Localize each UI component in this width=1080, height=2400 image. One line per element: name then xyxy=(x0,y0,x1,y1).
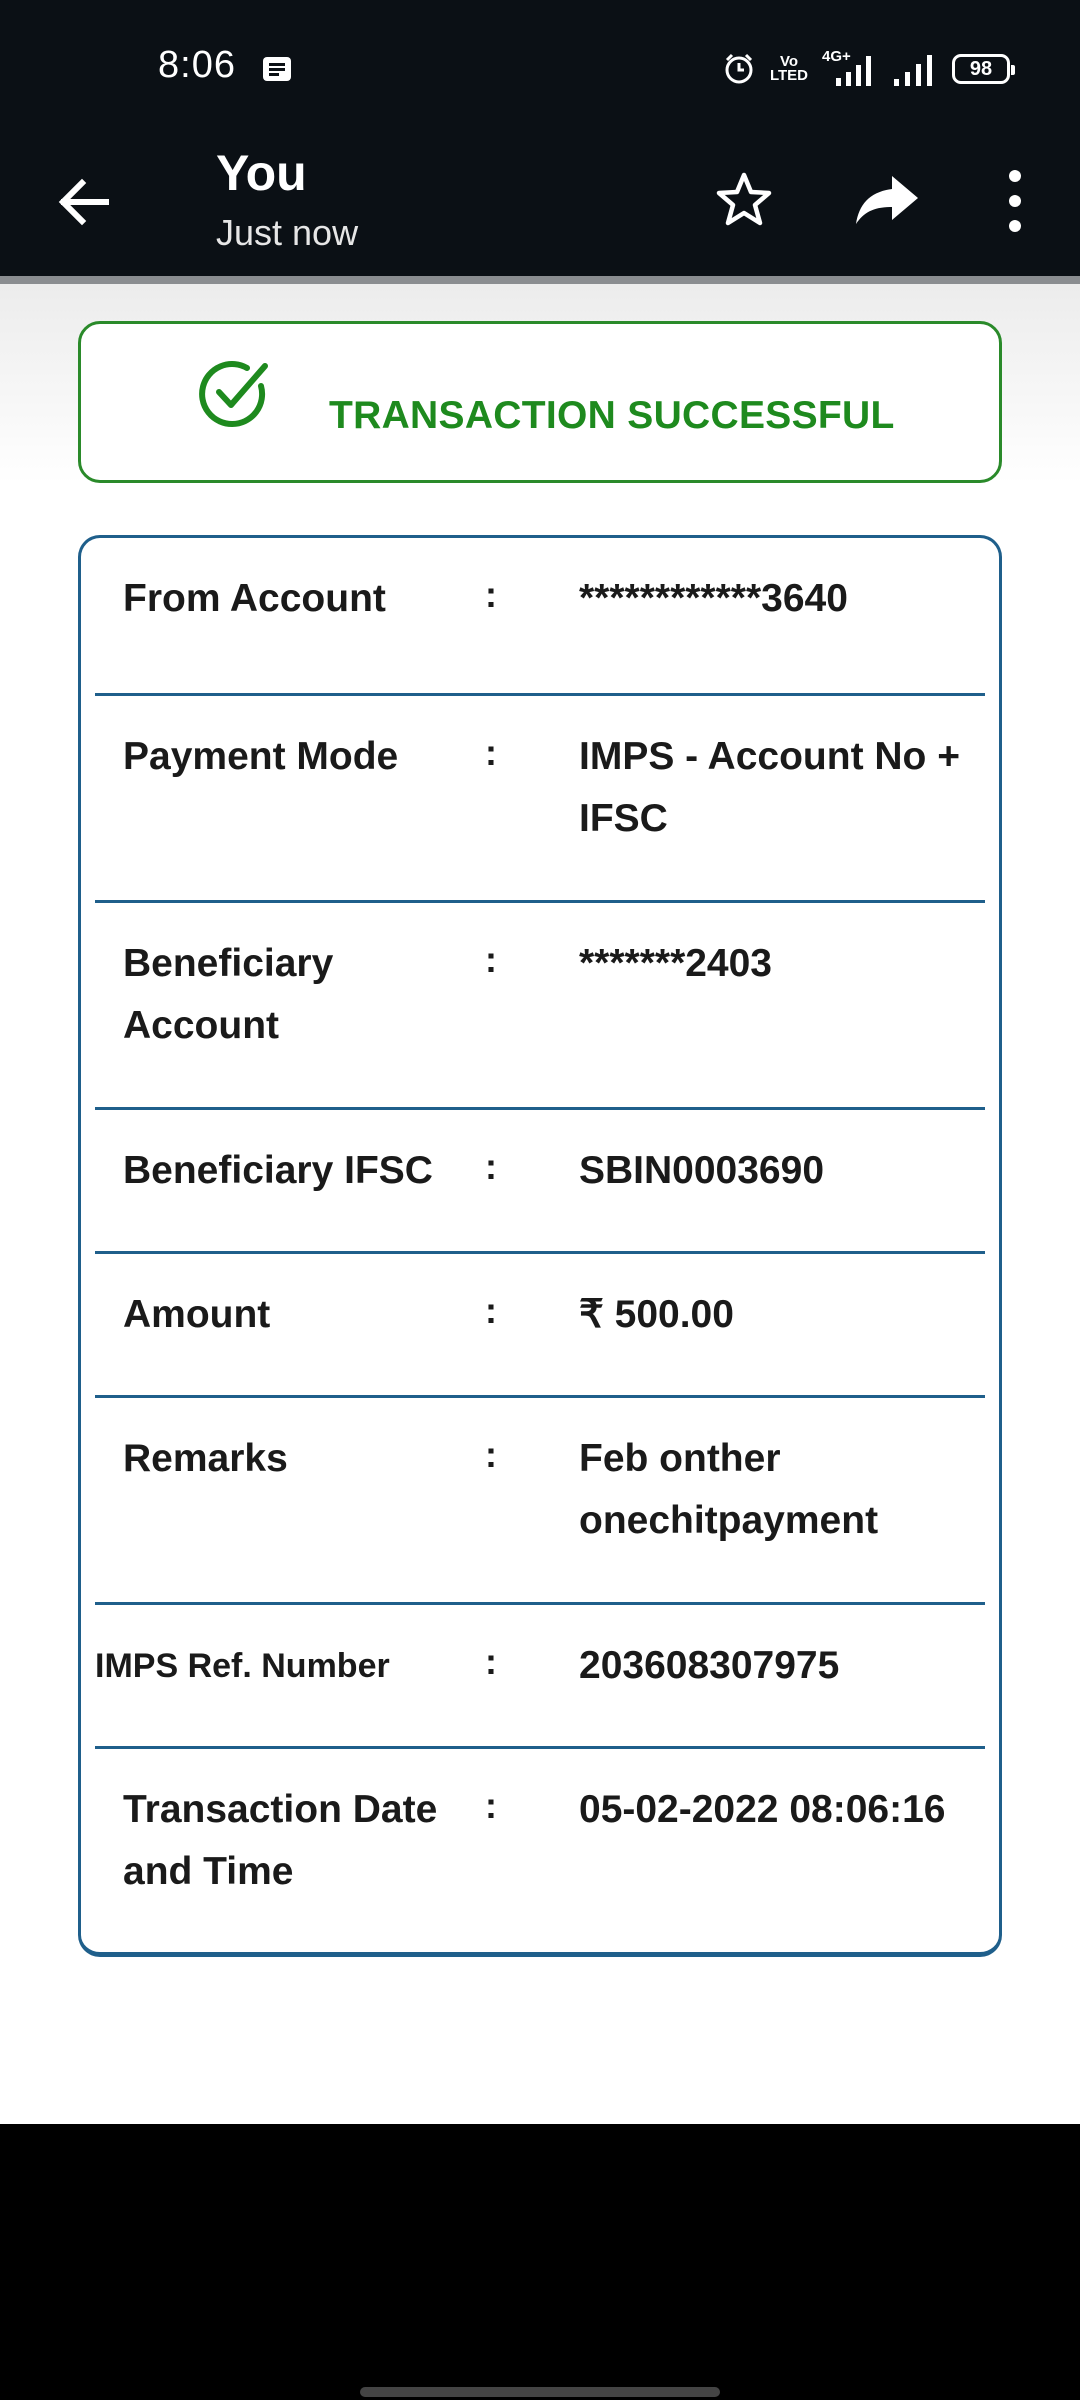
app-bar xyxy=(0,130,1080,276)
back-arrow-icon[interactable] xyxy=(52,170,116,234)
detail-separator: : xyxy=(485,1785,497,1826)
detail-label: Beneficiary Account xyxy=(123,942,334,1047)
app-bar-divider xyxy=(0,276,1080,284)
success-banner xyxy=(78,321,1002,483)
network-type-label: 4G+ xyxy=(822,48,851,65)
detail-row-remarks xyxy=(95,1398,985,1605)
detail-separator: : xyxy=(485,1641,497,1682)
detail-label: From Account xyxy=(123,577,386,620)
detail-row-transaction-date-time xyxy=(95,1749,985,1949)
star-icon[interactable] xyxy=(712,168,776,232)
chat-subtitle: Just now xyxy=(216,212,359,253)
status-time: 8:06 xyxy=(158,44,236,86)
detail-separator: : xyxy=(485,939,497,980)
transaction-receipt-image xyxy=(0,284,1080,2124)
status-icons xyxy=(722,50,1010,88)
detail-row-payment-mode xyxy=(95,696,985,903)
chat-title: You xyxy=(216,145,307,201)
alarm-icon xyxy=(722,52,756,86)
detail-value: ₹ 500.00 xyxy=(579,1293,734,1336)
detail-value: SBIN0003690 xyxy=(579,1149,825,1192)
detail-label: IMPS Ref. Number xyxy=(95,1647,390,1685)
status-bar xyxy=(0,0,1080,130)
battery-icon xyxy=(952,54,1010,84)
detail-value: 203608307975 xyxy=(579,1644,840,1687)
detail-label: Remarks xyxy=(123,1437,288,1480)
transaction-details-card xyxy=(78,535,1002,1957)
detail-row-amount xyxy=(95,1254,985,1398)
detail-label: Amount xyxy=(123,1293,271,1336)
more-options-icon[interactable] xyxy=(995,166,1035,236)
detail-value: 05-02-2022 08:06:16 xyxy=(579,1788,946,1831)
detail-label: Beneficiary IFSC xyxy=(123,1149,433,1192)
detail-separator: : xyxy=(485,732,497,773)
detail-row-imps-ref-number xyxy=(95,1605,985,1749)
detail-separator: : xyxy=(485,1290,497,1331)
home-indicator[interactable] xyxy=(360,2387,720,2397)
detail-value: ************3640 xyxy=(579,577,848,620)
detail-value: *******2403 xyxy=(579,942,773,985)
navigation-area xyxy=(0,2124,1080,2400)
detail-separator: : xyxy=(485,574,497,615)
message-notification-icon xyxy=(262,56,292,82)
detail-separator: : xyxy=(485,1146,497,1187)
share-forward-icon[interactable] xyxy=(852,168,922,232)
detail-row-from-account xyxy=(95,538,985,696)
volte-label-2: LTED xyxy=(769,67,808,84)
detail-row-beneficiary-account xyxy=(95,903,985,1110)
volte-label-1: Vo xyxy=(779,53,798,70)
success-status-text: TRANSACTION SUCCESSFUL xyxy=(329,394,895,437)
volte-indicator xyxy=(770,55,808,83)
detail-label: Transaction Date and Time xyxy=(123,1788,438,1893)
detail-value: Feb onther onechitpayment xyxy=(579,1437,879,1542)
success-check-icon xyxy=(195,356,273,434)
detail-row-beneficiary-ifsc xyxy=(95,1110,985,1254)
signal-4g-icon xyxy=(822,50,878,88)
detail-separator: : xyxy=(485,1434,497,1475)
battery-level: 98 xyxy=(969,57,993,80)
signal-strength-icon xyxy=(892,51,938,87)
detail-value: IMPS - Account No + IFSC xyxy=(579,735,960,840)
detail-label: Payment Mode xyxy=(123,735,399,778)
